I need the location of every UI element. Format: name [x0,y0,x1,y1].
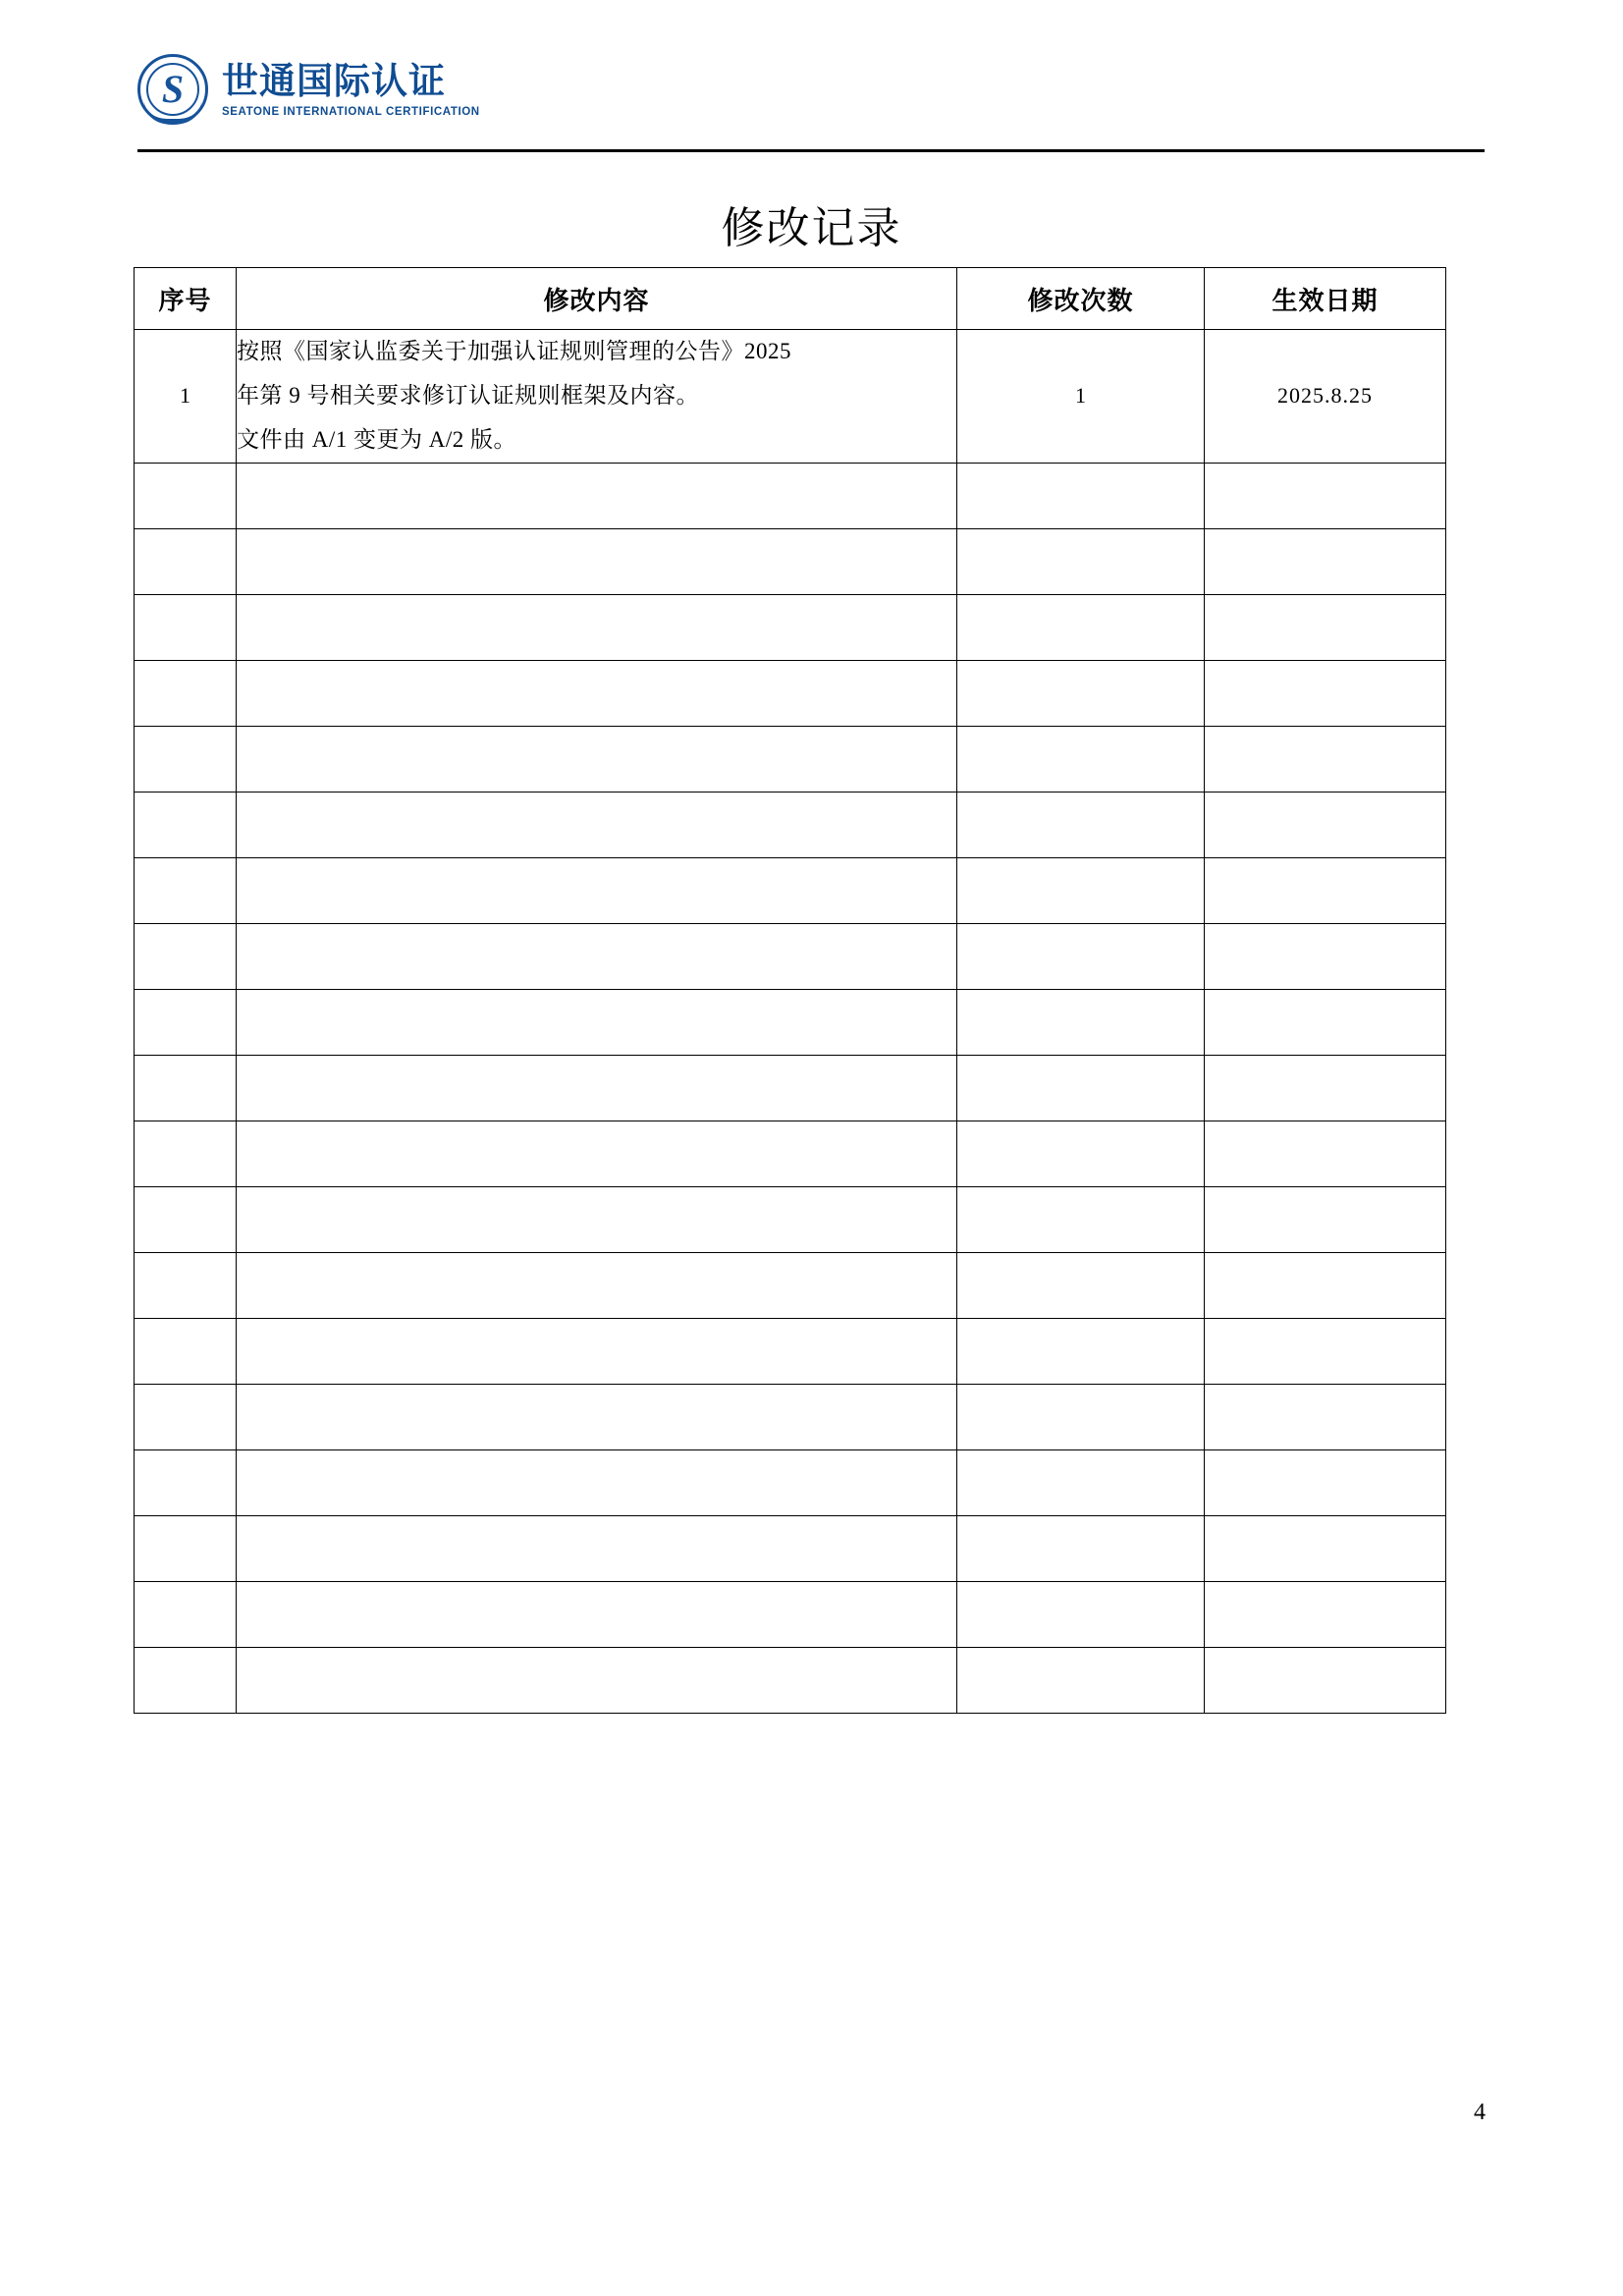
cell-count [957,1252,1205,1318]
table-row-empty [135,463,1446,528]
cell-count [957,528,1205,594]
cell-count [957,1515,1205,1581]
cell-index [135,923,237,989]
table-row-empty [135,726,1446,792]
revision-table-wrapper [134,267,1445,1714]
table-row-empty [135,857,1446,923]
cell-content [237,528,957,594]
table-header-row [135,268,1446,330]
logo-english-name: SEATONE INTERNATIONAL CERTIFICATION [222,105,480,118]
cell-date [1205,923,1446,989]
cell-count [957,1318,1205,1384]
cell-index [135,528,237,594]
cell-index [135,594,237,660]
cell-count [957,1581,1205,1647]
page-number: 4 [1474,2100,1486,2125]
table-row-empty [135,1252,1446,1318]
cell-content [237,1055,957,1121]
cell-content [237,330,957,464]
cell-content [237,726,957,792]
table-row-empty [135,989,1446,1055]
cell-index [135,1384,237,1449]
cell-count [957,463,1205,528]
cell-index [135,463,237,528]
cell-count [957,1384,1205,1449]
table-row-empty [135,923,1446,989]
cell-date [1205,726,1446,792]
document-header [137,54,1483,157]
cell-count [957,1449,1205,1515]
content-line: 文件由 A/1 变更为 A/2 版。 [237,426,516,452]
cell-date [1205,1055,1446,1121]
content-line: 按照《国家认监委关于加强认证规则管理的公告》2025 [237,339,791,363]
table-row-empty [135,1384,1446,1449]
cell-index [135,857,237,923]
table-row-empty [135,528,1446,594]
cell-index [135,1647,237,1713]
cell-content [237,463,957,528]
logo-letter: S [161,67,185,111]
cell-count [957,989,1205,1055]
content-line: 年第 9 号相关要求修订认证规则框架及内容。 [237,382,699,408]
table-row [135,330,1446,464]
cell-count [957,792,1205,857]
cell-count [957,1186,1205,1252]
cell-content [237,1449,957,1515]
cell-count [957,1055,1205,1121]
cell-date [1205,1186,1446,1252]
revision-table-body [135,330,1446,1714]
cell-date [1205,792,1446,857]
table-row-empty [135,1318,1446,1384]
cell-content [237,1186,957,1252]
table-row-empty [135,594,1446,660]
table-row-empty [135,1055,1446,1121]
cell-index [135,989,237,1055]
column-header-content: 修改内容 [237,268,957,330]
cell-count [957,1647,1205,1713]
cell-index: 1 [135,330,237,464]
table-row-empty [135,792,1446,857]
cell-index [135,1121,237,1186]
cell-content [237,857,957,923]
cell-content [237,1581,957,1647]
cell-date [1205,1252,1446,1318]
cell-date [1205,1318,1446,1384]
cell-date [1205,857,1446,923]
table-row-empty [135,1121,1446,1186]
logo-text-block [222,61,480,118]
table-row-empty [135,1515,1446,1581]
seatone-emblem-icon [137,54,208,125]
column-header-count: 修改次数 [957,268,1205,330]
cell-content [237,1121,957,1186]
cell-content [237,1647,957,1713]
company-logo [137,54,1483,125]
cell-date [1205,1581,1446,1647]
cell-index [135,1449,237,1515]
cell-content [237,1318,957,1384]
page-title: 修改记录 [721,204,902,252]
column-header-date: 生效日期 [1205,268,1446,330]
cell-content [237,1252,957,1318]
cell-index [135,1318,237,1384]
cell-date [1205,1647,1446,1713]
cell-count [957,857,1205,923]
cell-date [1205,463,1446,528]
table-row-empty [135,660,1446,726]
cell-content [237,1384,957,1449]
cell-date: 2025.8.25 [1205,330,1446,464]
header-divider [137,149,1485,152]
cell-count [957,660,1205,726]
cell-index [135,1581,237,1647]
cell-count [957,1121,1205,1186]
table-row-empty [135,1581,1446,1647]
table-row-empty [135,1186,1446,1252]
cell-index [135,1515,237,1581]
cell-count: 1 [957,330,1205,464]
cell-index [135,1055,237,1121]
cell-date [1205,1384,1446,1449]
cell-content [237,923,957,989]
cell-content [237,594,957,660]
cell-index [135,792,237,857]
cell-content [237,660,957,726]
cell-count [957,923,1205,989]
logo-chinese-name: 世通国际认证 [222,61,446,102]
cell-index [135,660,237,726]
table-row-empty [135,1449,1446,1515]
cell-count [957,726,1205,792]
cell-content [237,1515,957,1581]
cell-index [135,1186,237,1252]
cell-date [1205,1449,1446,1515]
cell-index [135,1252,237,1318]
cell-index [135,726,237,792]
cell-date [1205,660,1446,726]
cell-date [1205,594,1446,660]
cell-date [1205,1121,1446,1186]
table-row-empty [135,1647,1446,1713]
cell-date [1205,989,1446,1055]
column-header-index: 序号 [135,268,237,330]
cell-date [1205,1515,1446,1581]
cell-content [237,989,957,1055]
revision-table [134,267,1446,1714]
cell-count [957,594,1205,660]
cell-content [237,792,957,857]
cell-date [1205,528,1446,594]
